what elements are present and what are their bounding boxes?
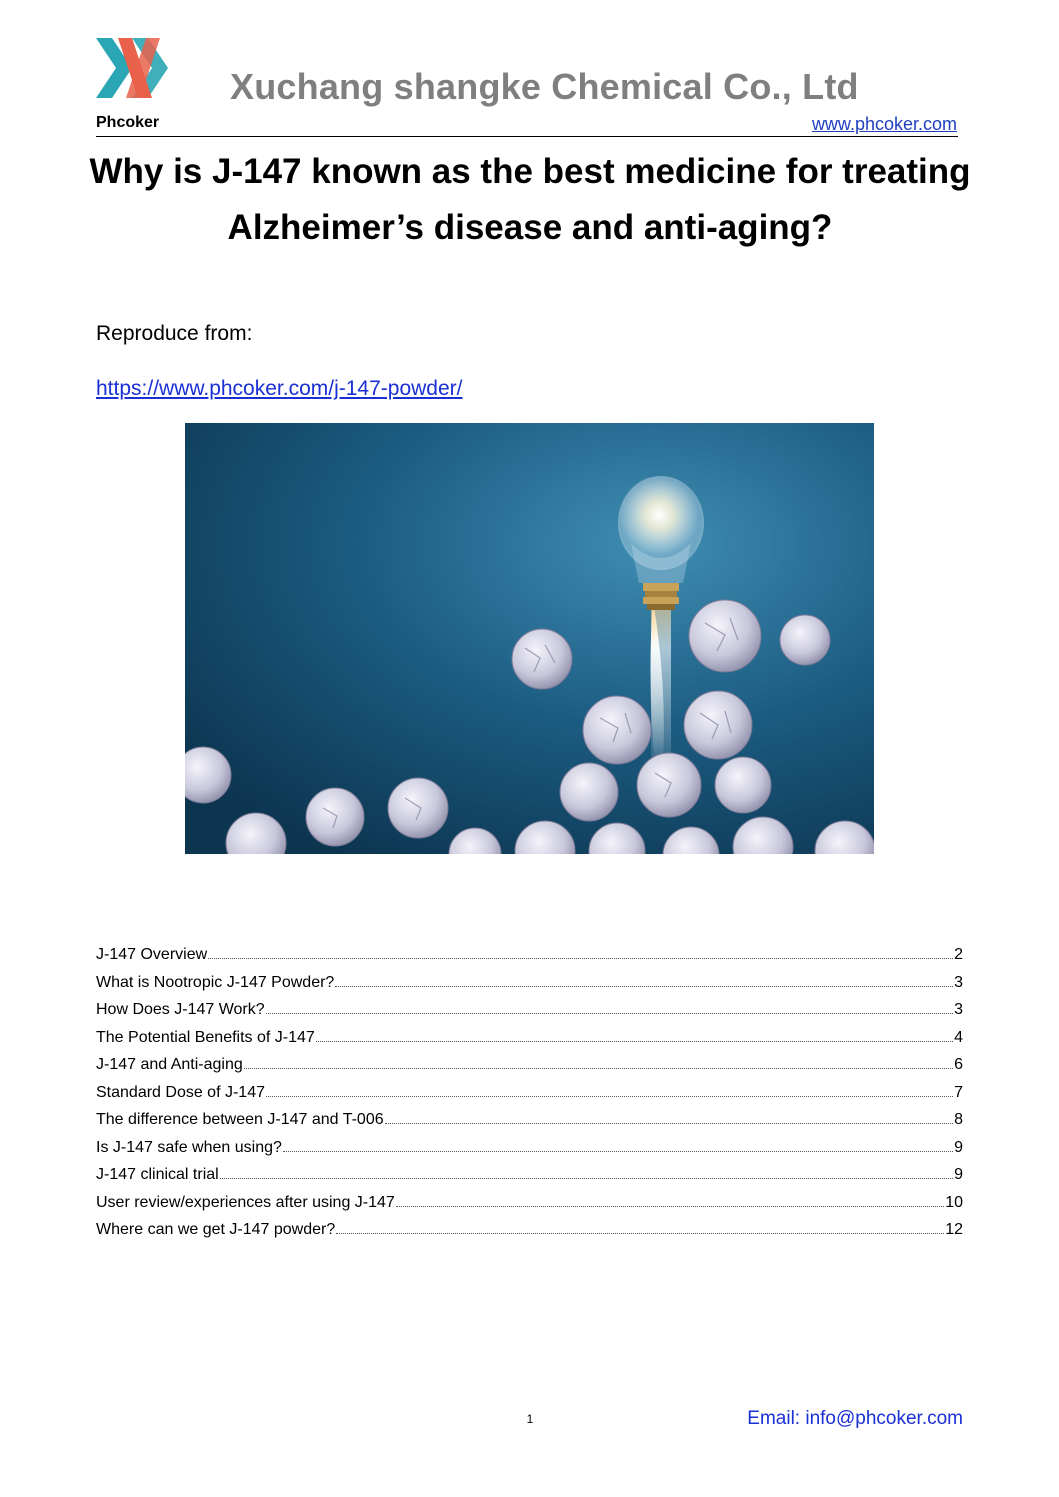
document-title: [60, 144, 1000, 256]
toc-entry-page: 3: [954, 973, 963, 991]
hero-image: [185, 423, 874, 854]
toc-entry-label: Where can we get J-147 powder?: [96, 1221, 336, 1238]
toc-entry-page: 2: [954, 946, 963, 963]
reproduce-label: Reproduce from:: [96, 322, 253, 345]
toc-entry[interactable]: [96, 1194, 963, 1222]
toc-entry-label: The Potential Benefits of J-147: [96, 1028, 315, 1046]
toc-leader: [283, 1151, 953, 1152]
toc-entry[interactable]: [96, 1166, 963, 1194]
toc-entry-label: J-147 and Anti-aging: [96, 1056, 243, 1073]
toc-leader: [266, 1013, 953, 1014]
brand-name: Phcoker: [96, 114, 160, 131]
page-number: 1: [526, 1412, 534, 1426]
toc-entry[interactable]: [96, 1084, 963, 1112]
toc-leader: [336, 1233, 944, 1234]
toc-entry[interactable]: [96, 1221, 963, 1249]
toc-entry-page: 12: [945, 1221, 963, 1238]
toc-entry-label: The difference between J-147 and T-006: [96, 1111, 384, 1128]
toc-entry-page: 10: [945, 1193, 963, 1211]
phcoker-logo: [96, 38, 168, 98]
toc-leader: [335, 986, 953, 987]
toc-entry-page: 9: [954, 1166, 963, 1183]
title-line-2: Alzheimer’s disease and anti-aging?: [227, 208, 833, 247]
title-line-1: Why is J-147 known as the best medicine for treating: [89, 152, 971, 191]
toc-entry-label: How Does J-147 Work?: [96, 1001, 265, 1018]
toc-leader: [244, 1068, 953, 1069]
toc-entry[interactable]: [96, 1001, 963, 1029]
company-name: Xuchang shangke Chemical Co., Ltd: [230, 66, 859, 107]
toc-leader: [396, 1206, 944, 1207]
website-link[interactable]: www.phcoker.com: [811, 114, 957, 134]
toc-entry-page: 7: [954, 1083, 963, 1101]
toc-entry-label: J-147 clinical trial: [96, 1166, 219, 1183]
toc-leader: [266, 1096, 953, 1097]
header-divider: [96, 136, 958, 137]
table-of-contents: [96, 946, 963, 1249]
toc-entry-page: 8: [954, 1111, 963, 1128]
footer-email[interactable]: Email: info@phcoker.com: [747, 1408, 963, 1429]
toc-leader: [385, 1123, 953, 1124]
toc-leader: [220, 1178, 953, 1179]
toc-entry[interactable]: [96, 1056, 963, 1084]
toc-entry[interactable]: [96, 1139, 963, 1167]
toc-leader: [208, 958, 953, 959]
toc-leader: [316, 1041, 953, 1042]
toc-entry[interactable]: [96, 1111, 963, 1139]
toc-entry-page: 4: [954, 1028, 963, 1046]
source-link[interactable]: https://www.phcoker.com/j-147-powder/: [96, 377, 463, 400]
toc-entry-label: J-147 Overview: [96, 946, 208, 963]
toc-entry-label: Standard Dose of J-147: [96, 1083, 265, 1101]
toc-entry[interactable]: [96, 1029, 963, 1057]
toc-entry-page: 9: [954, 1138, 963, 1156]
toc-entry[interactable]: [96, 974, 963, 1002]
toc-entry-label: User review/experiences after using J-147: [96, 1193, 395, 1211]
toc-entry-label: What is Nootropic J-147 Powder?: [96, 973, 335, 991]
toc-entry-page: 6: [954, 1056, 963, 1073]
lightbulb-rocket-icon: [185, 423, 874, 854]
toc-entry[interactable]: [96, 946, 963, 974]
toc-entry-label: Is J-147 safe when using?: [96, 1138, 282, 1156]
toc-entry-page: 3: [954, 1001, 963, 1018]
